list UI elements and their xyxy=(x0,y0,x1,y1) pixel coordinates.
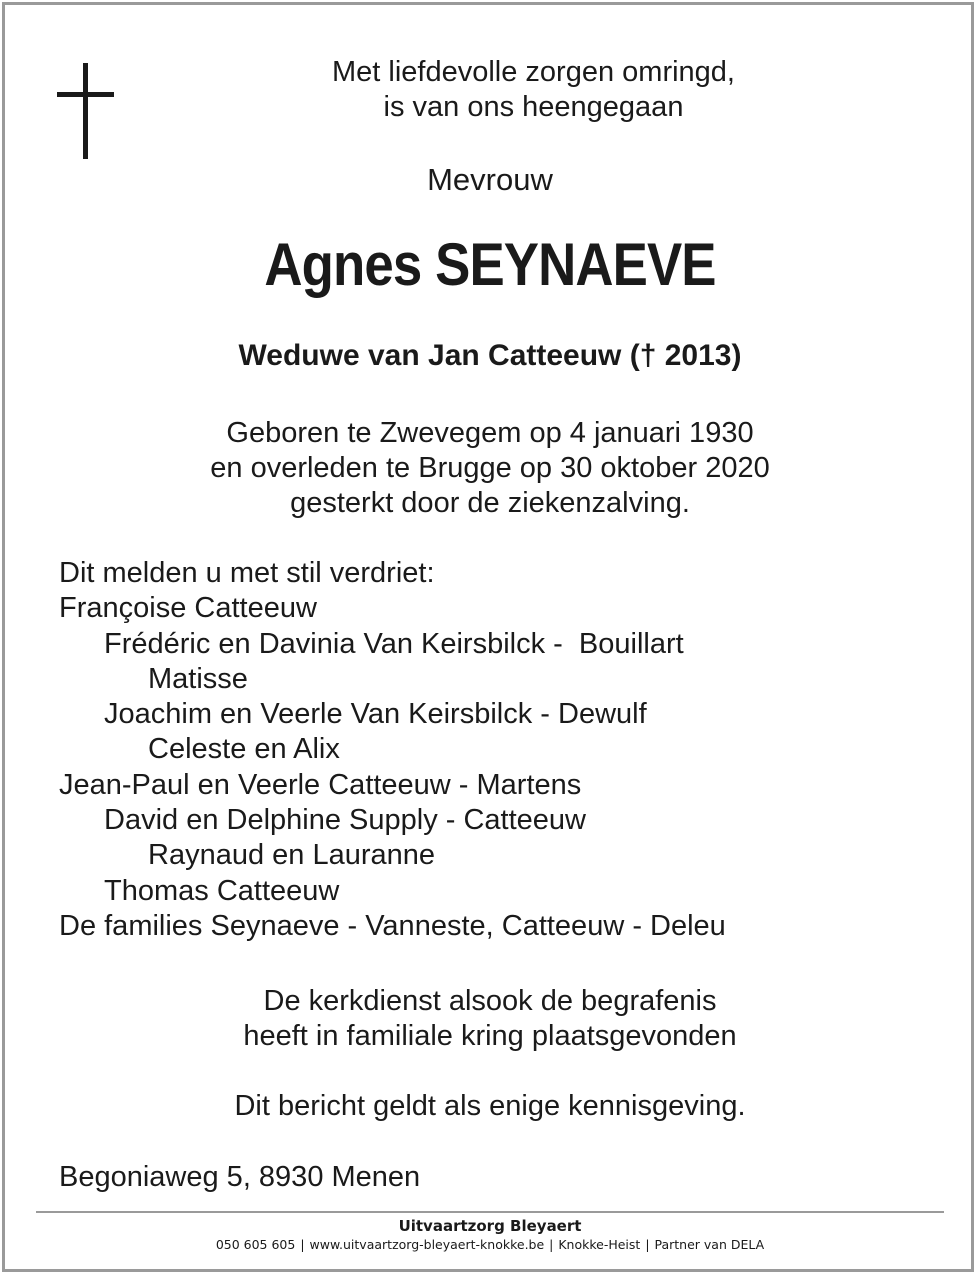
family-member: Matisse xyxy=(148,662,248,695)
intro-text xyxy=(87,55,980,125)
death-line: en overleden te Brugge op 30 oktober 2020 xyxy=(210,452,770,484)
deceased-name: Agnes SEYNAEVE xyxy=(264,231,716,298)
widow-of: Weduwe van Jan Catteeuw († 2013) xyxy=(238,339,742,372)
family-member: De families Seynaeve - Vanneste, Catteeuw - Deleu xyxy=(59,909,726,942)
footer-website[interactable]: www.uitvaartzorg-bleyaert-knokke.be xyxy=(309,1237,545,1252)
footer-partner: Partner van DELA xyxy=(654,1237,765,1252)
service-line-1: De kerkdienst alsook de begrafenis xyxy=(263,985,717,1017)
life-details xyxy=(0,416,980,521)
footer-company: Uitvaartzorg Bleyaert xyxy=(398,1217,582,1235)
intro-line-2: is van ons heengegaan xyxy=(383,91,684,123)
family-list xyxy=(59,556,939,944)
service-line-2: heeft in familiale kring plaatsgevonden xyxy=(243,1020,737,1052)
salutation: Mevrouw xyxy=(427,162,553,197)
footer-divider xyxy=(36,1211,944,1213)
footer-phone[interactable]: 050 605 605 xyxy=(215,1237,296,1252)
birth-line: Geboren te Zwevegem op 4 januari 1930 xyxy=(226,417,754,449)
notice-text: Dit bericht geldt als enige kennisgeving. xyxy=(234,1090,746,1122)
family-member: David en Delphine Supply - Catteeuw xyxy=(104,804,586,837)
family-member: Thomas Catteeuw xyxy=(104,874,340,907)
address: Begoniaweg 5, 8930 Menen xyxy=(59,1161,421,1193)
family-member: Raynaud en Lauranne xyxy=(148,839,436,872)
sacrament-line: gesterkt door de ziekenzalving. xyxy=(290,487,690,519)
footer-info: 050 605 605 | www.uitvaartzorg-bleyaert-knokke.be | Knokke-Heist | Partner van DELA xyxy=(215,1237,765,1252)
service-text xyxy=(0,984,980,1054)
family-member: Jean-Paul en Veerle Catteeuw - Martens xyxy=(59,768,582,801)
family-member: Frédéric en Davinia Van Keirsbilck - Bouillart xyxy=(104,627,684,660)
family-member: Joachim en Veerle Van Keirsbilck - Dewulf xyxy=(104,698,647,731)
footer-location: Knokke-Heist xyxy=(558,1237,641,1252)
family-member: Celeste en Alix xyxy=(148,733,340,766)
intro-line-1: Met liefdevolle zorgen omringd, xyxy=(332,56,735,88)
family-member: Françoise Catteeuw xyxy=(59,592,317,625)
family-heading: Dit melden u met stil verdriet: xyxy=(59,557,435,589)
